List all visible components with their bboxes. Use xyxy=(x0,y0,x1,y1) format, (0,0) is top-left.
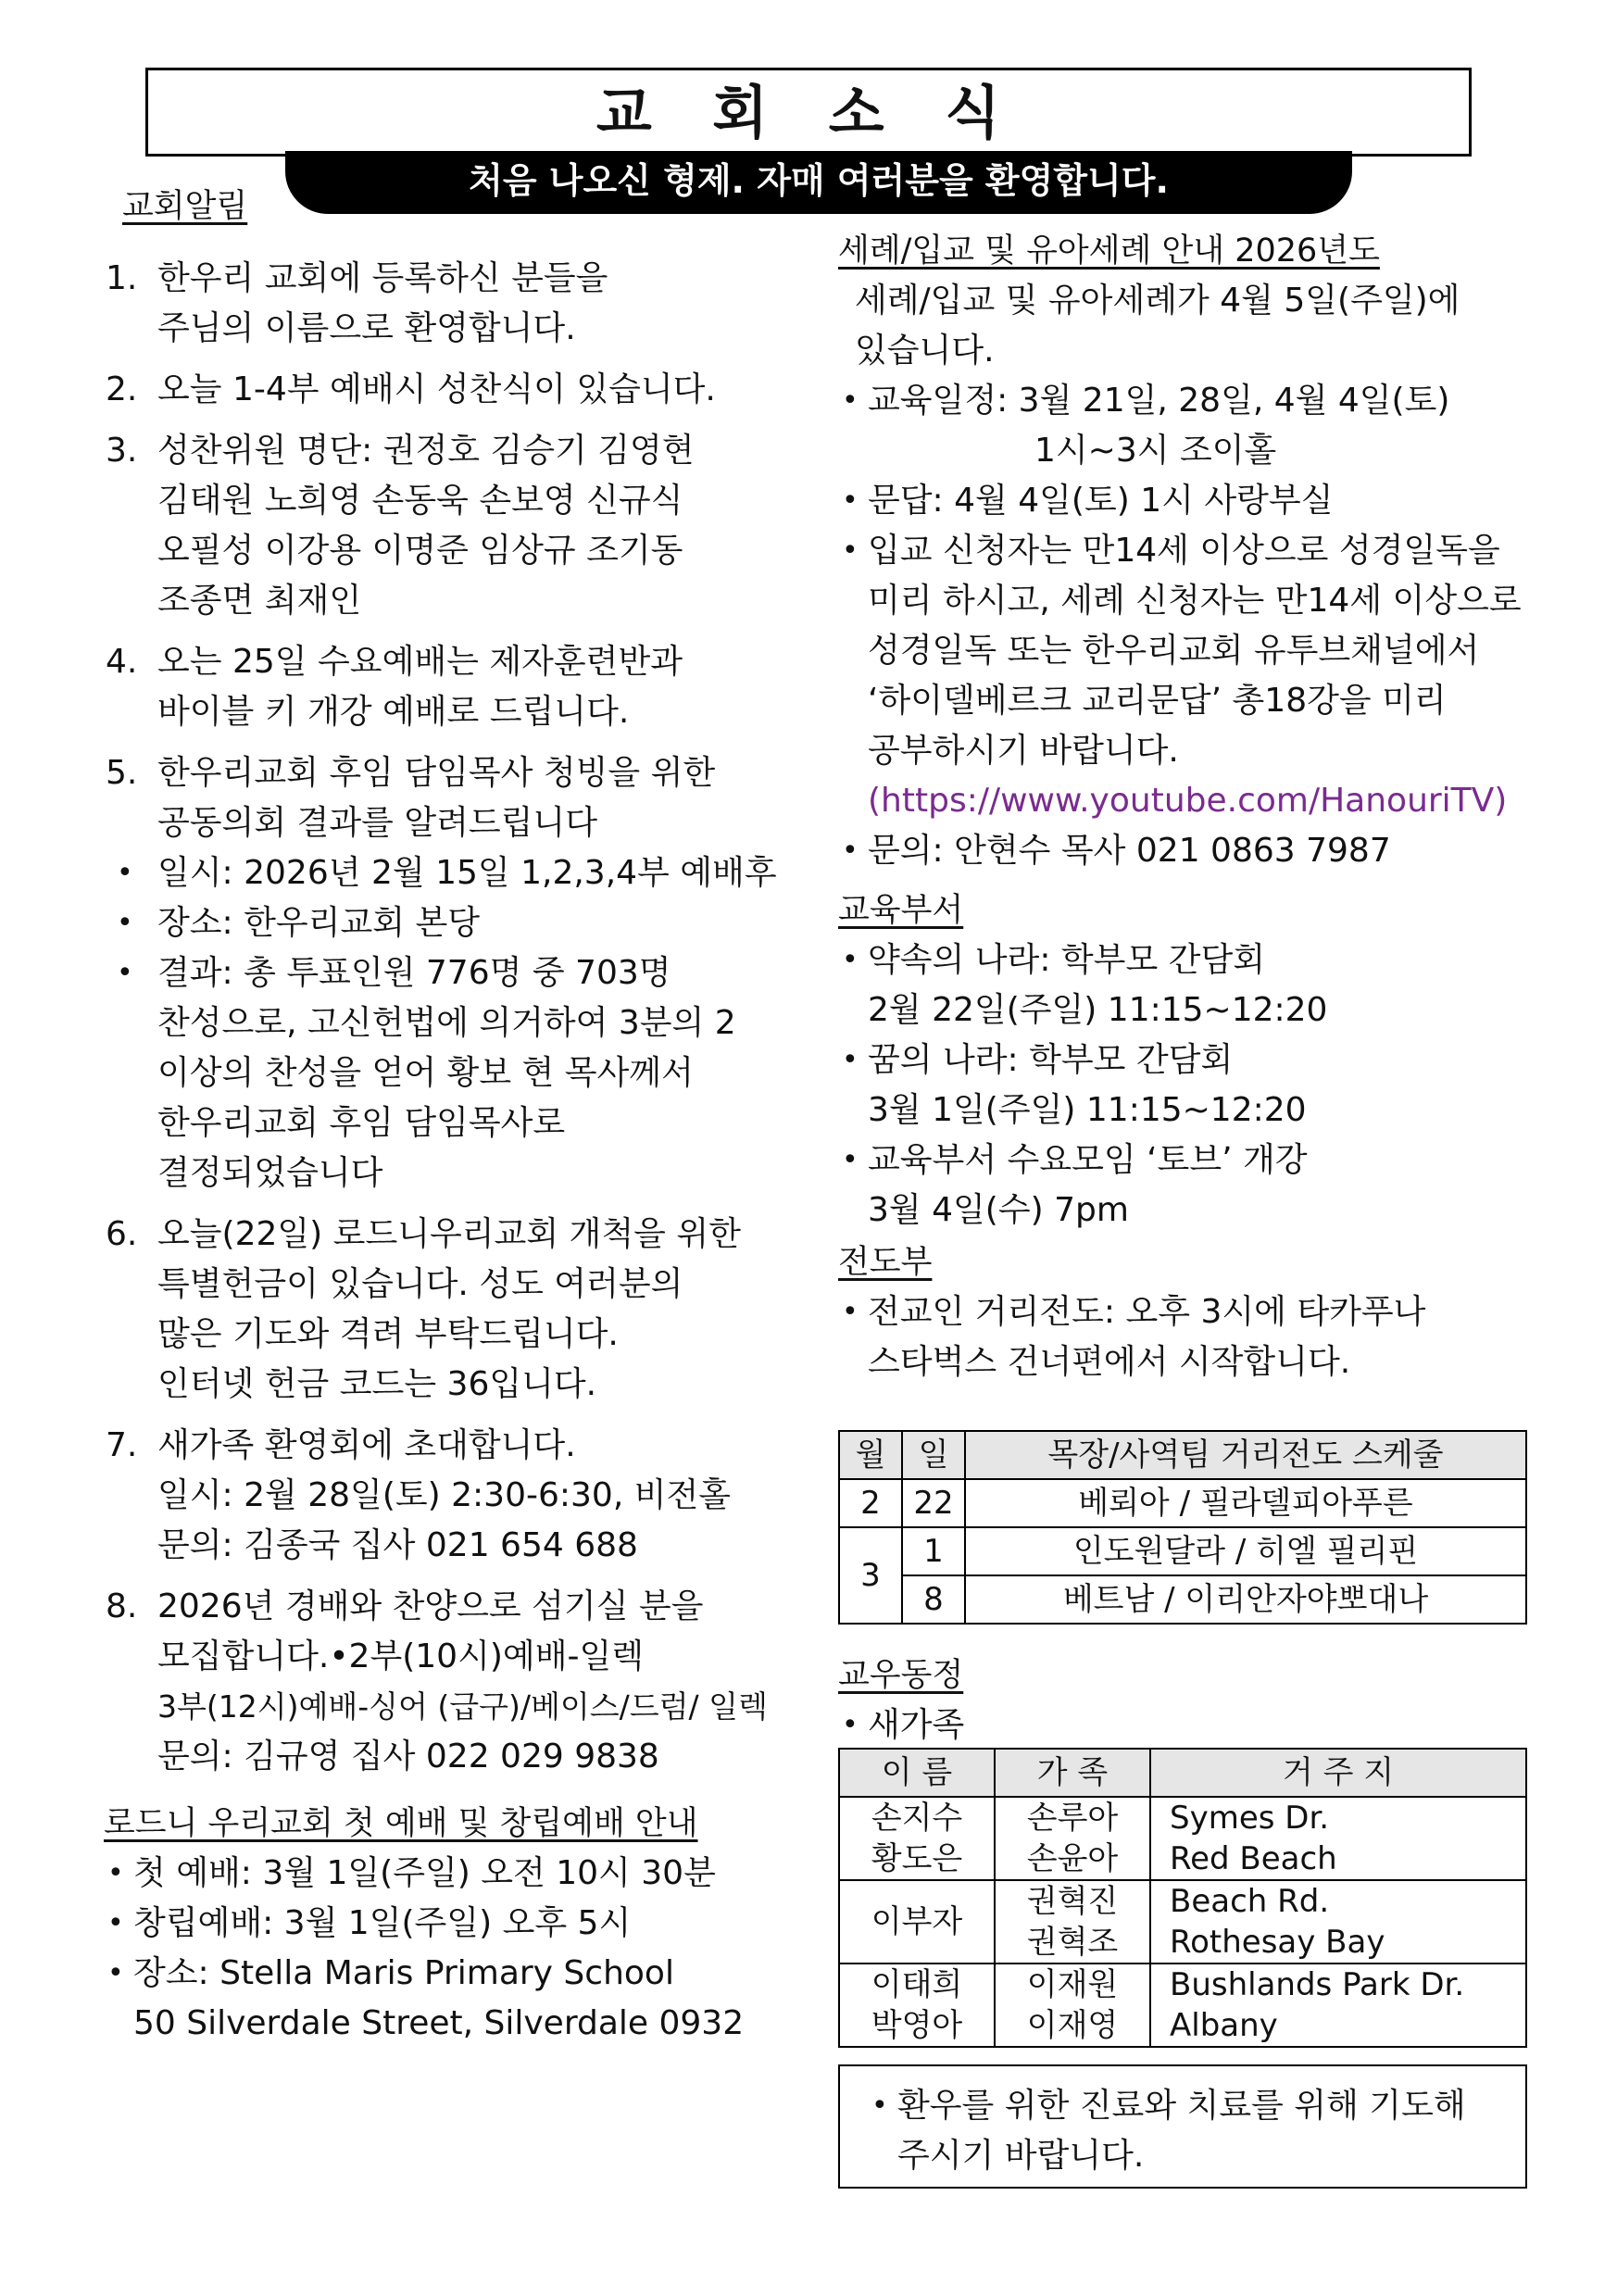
list-item: • 일시: 2026년 2월 15일 1,2,3,4부 예배후 xyxy=(104,848,817,898)
list-item: • 입교 신청자는 만14세 이상으로 성경일독을 미리 하시고, 세례 신청자는 만14세 이상으로 성경일독 또는 한우리교회 유투브채널에서 ‘하이델베르크 교리문답’ 총18강을 미리 공부하시기 바랍니다. (https://www.youtube.com/HanouriTV) xyxy=(838,526,1542,826)
table-row: 이부자 권혁진 권혁조 Beach Rd. Rothesay Bay xyxy=(839,1880,1526,1964)
list-item: • 전교인 거리전도: 오후 3시에 타카푸나 스타벅스 건너편에서 시작합니다. xyxy=(838,1287,1542,1387)
table-header: 거 주 지 xyxy=(1150,1749,1526,1797)
members-heading: 교우동정 xyxy=(838,1657,964,1694)
notice-item: 2. 오늘 1-4부 예배시 성찬식이 있습니다. xyxy=(106,370,716,408)
notice-item: 4. 오는 25일 수요예배는 제자훈련반과 바이블 키 개강 예배로 드립니다. xyxy=(106,643,683,731)
page-title-box xyxy=(145,68,1472,157)
page-title: 교 회 소 식 xyxy=(595,79,1022,146)
left-column xyxy=(104,182,817,2049)
education-heading: 교육부서 xyxy=(838,892,964,929)
notice-item: 3. 성찬위원 명단: 권정호 김승기 김영현 김태원 노희영 손동욱 손보영 신규식 오필성 이강용 이명준 임상규 조기동 조종면 최재인 xyxy=(106,432,695,620)
table-row: 3 1 인도원달라 / 히엘 필리핀 xyxy=(839,1527,1526,1575)
list-item: • 문답: 4월 4일(토) 1시 사랑부실 xyxy=(838,476,1542,526)
notice-item: 7. 새가족 환영회에 초대합니다. 일시: 2월 28일(토) 2:30-6:30, 비전홀 문의: 김종국 집사 021 654 688 xyxy=(106,1426,732,1564)
notice-item: 1. 한우리 교회에 등록하신 분들을 주님의 이름으로 환영합니다. xyxy=(106,259,608,347)
list-item: • 약속의 나라: 학부모 간담회 2월 22일(주일) 11:15~12:20 xyxy=(838,935,1542,1035)
list-item: • 꿈의 나라: 학부모 간담회 3월 1일(주일) 11:15~12:20 xyxy=(838,1035,1542,1135)
list-item: • 교육일정: 3월 21일, 28일, 4월 4일(토) 1시~3시 조이홀 xyxy=(838,376,1542,476)
list-item: • 창립예배: 3월 1일(주일) 오후 5시 xyxy=(104,1899,817,1949)
church-notice-heading: 교회알림 xyxy=(122,188,248,225)
evangelism-heading: 전도부 xyxy=(838,1244,933,1281)
right-column xyxy=(838,226,1542,1387)
list-item: • 첫 예배: 3월 1일(주일) 오전 10시 30분 xyxy=(104,1849,817,1899)
notice-item: 5. 한우리교회 후임 담임목사 청빙을 위한 공동의회 결과를 알려드립니다 xyxy=(106,754,716,842)
table-header: 이 름 xyxy=(839,1749,995,1797)
list-item: • 장소: 한우리교회 본당 xyxy=(104,898,817,948)
new-family-label: • 새가족 xyxy=(838,1700,1542,1750)
notice-item: 6. 오늘(22일) 로드니우리교회 개척을 위한 특별헌금이 있습니다. 성도 여러분의 많은 기도와 격려 부탁드립니다. 인터넷 헌금 코드는 36입니다. xyxy=(106,1215,741,1403)
table-row: 8 베트남 / 이리안자야뽀대나 xyxy=(839,1575,1526,1624)
new-family-table xyxy=(838,1748,1527,2048)
table-row: 손지수 황도은 손루아 손윤아 Symes Dr. Red Beach xyxy=(839,1797,1526,1880)
list-item: • 장소: Stella Maris Primary School 50 Silverdale Street, Silverdale 0932 xyxy=(104,1949,817,2049)
table-header: 목장/사역팀 거리전도 스케줄 xyxy=(965,1431,1526,1479)
youtube-link[interactable]: (https://www.youtube.com/HanouriTV) xyxy=(868,782,1508,820)
baptism-intro: 세례/입교 및 유아세례가 4월 5일(주일)에 있습니다. xyxy=(855,282,1460,370)
prayer-request: • 환우를 위한 진료와 치료를 위해 기도해 주시기 바랍니다. xyxy=(868,2081,1507,2181)
welcome-banner: 처음 나오신 형제. 자매 여러분을 환영합니다. xyxy=(285,151,1352,214)
table-header: 가 족 xyxy=(995,1749,1150,1797)
prayer-request-box xyxy=(838,2064,1527,2189)
notice-item: 8. 2026년 경배와 찬양으로 섬기실 분을 모집합니다.•2부(10시)예배-일렉 3부(12시)예배-싱어 (급구)/베이스/드럼/ 일렉 문의: 김규영 집사 022 029 9838 xyxy=(106,1587,768,1775)
evangelism-schedule-table xyxy=(838,1430,1527,1625)
list-item: • 결과: 총 투표인원 776명 중 703명 찬성으로, 고신헌법에 의거하여 3분의 2 이상의 찬성을 얻어 황보 현 목사께서 한우리교회 후임 담임목사로 결정되었습니다 xyxy=(104,948,817,1198)
members-section xyxy=(838,1650,1542,1750)
table-header: 일 xyxy=(902,1431,965,1479)
baptism-heading: 세례/입교 및 유아세례 안내 2026년도 xyxy=(838,232,1380,270)
list-item: • 교육부서 수요모임 ‘토브’ 개강 3월 4일(수) 7pm xyxy=(838,1135,1542,1236)
rodney-church-heading: 로드니 우리교회 첫 예배 및 창립예배 안내 xyxy=(104,1805,698,1842)
table-header: 월 xyxy=(839,1431,902,1479)
table-row: 이태희 박영아 이재원 이재영 Bushlands Park Dr. Albany xyxy=(839,1964,1526,2047)
table-row: 2 22 베뢰아 / 필라델피아푸른 xyxy=(839,1479,1526,1527)
list-item: • 문의: 안현수 목사 021 0863 7987 xyxy=(838,826,1542,876)
